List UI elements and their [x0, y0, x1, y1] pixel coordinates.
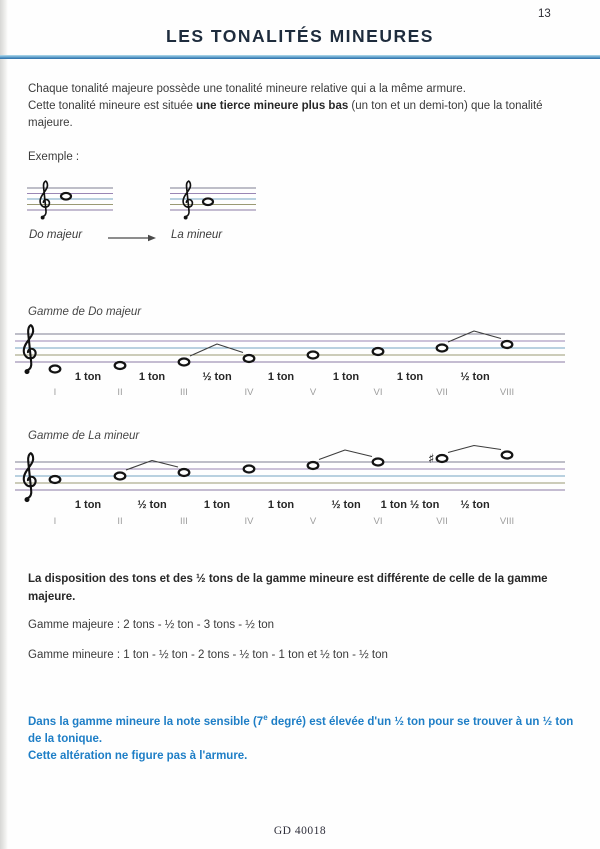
half-step-caret — [190, 344, 243, 356]
note-line-2: de la tonique. — [28, 732, 103, 745]
degree-label: VII — [436, 516, 448, 527]
minor-scale-formula: Gamme mineure : 1 ton - ½ ton - 2 tons - ½ ton - 1 ton et ½ ton - ½ ton — [28, 649, 388, 661]
interval-label: 1 ton — [396, 371, 424, 383]
degree-label: VIII — [499, 387, 515, 398]
note-fa-F5 — [373, 459, 384, 466]
interval-label: ½ ton — [137, 499, 167, 511]
major-degree-labels — [54, 387, 514, 398]
degree-label: V — [309, 516, 317, 527]
degree-label: IV — [244, 516, 254, 527]
note-line1-post: degré) est élevée d'un ½ ton pour se trouver à un ½ ton — [267, 715, 574, 728]
sharp-accidental-icon: ♯ — [428, 452, 435, 467]
note-mi-E5 — [308, 462, 319, 469]
minor-degree-labels — [54, 516, 514, 527]
interval-label: ½ ton — [460, 499, 490, 511]
minor-scale-staff-graphic — [0, 442, 600, 530]
degree-label: I — [53, 516, 57, 527]
intro-line2-post: (un ton et un demi-ton) que la tonalité — [348, 100, 543, 112]
minor-scale-caption: Gamme de La mineur — [28, 430, 140, 442]
note-fa-F4 — [244, 355, 255, 362]
page-number: 13 — [538, 8, 551, 20]
major-scale-caption: Gamme de Do majeur — [28, 306, 142, 318]
note-si-B4 — [437, 345, 448, 352]
degree-label: III — [180, 516, 188, 527]
degree-label: VI — [373, 387, 383, 398]
scan-edge-shadow — [0, 0, 8, 849]
intro-paragraph — [28, 81, 580, 132]
half-step-caret — [448, 331, 501, 342]
note-mi-E4 — [179, 359, 190, 366]
comparison-line-2: majeure. — [28, 591, 76, 603]
degree-label: II — [117, 516, 123, 527]
note-line-3: Cette altération ne figure pas à l'armure. — [28, 749, 248, 762]
note-do-C4 — [50, 366, 61, 373]
interval-label: 1 ton ½ ton — [380, 499, 440, 511]
interval-label: ½ ton — [331, 499, 361, 511]
example-caption-do-majeur: Do majeur — [29, 229, 83, 241]
interval-label: 1 ton — [267, 371, 295, 383]
treble-clef-icon — [24, 453, 36, 502]
edition-number: GD 40018 — [273, 825, 327, 837]
interval-label: 1 ton — [138, 371, 166, 383]
leading-tone-note — [28, 709, 580, 765]
note-sol-G4 — [308, 352, 319, 359]
example-staves-graphic — [24, 178, 264, 230]
interval-label: ½ ton — [460, 371, 490, 383]
example-staff-la-mineur — [170, 181, 256, 219]
note-la-A4 — [50, 476, 61, 483]
right-arrow-icon — [106, 233, 158, 243]
interval-label: 1 ton — [74, 499, 102, 511]
note-line-1 — [28, 709, 580, 731]
treble-clef-icon — [183, 181, 192, 219]
comparison-line-1: La disposition des tons et des ½ tons de la gamme mineure est différente de celle de la gamme — [28, 573, 548, 585]
degree-label: III — [180, 387, 188, 398]
major-interval-labels — [75, 371, 490, 383]
degree-label: II — [117, 387, 123, 398]
note-do-C5 — [61, 193, 71, 200]
degree-label: VI — [373, 516, 383, 527]
degree-label: V — [309, 387, 317, 398]
title-divider-rule — [0, 55, 600, 59]
minor-interval-labels — [75, 499, 490, 511]
intro-line2-bold: une tierce mineure plus bas — [196, 100, 349, 112]
minor-scale-notes — [50, 452, 513, 484]
note-la-A4 — [373, 348, 384, 355]
interval-label: 1 ton — [267, 499, 295, 511]
degree-label: VIII — [499, 516, 515, 527]
staff-lines — [15, 334, 565, 362]
note-line1-pre: Dans la gamme mineure la note sensible (7 — [28, 715, 264, 728]
intro-line2-pre: Cette tonalité mineure est située — [28, 100, 197, 112]
page-title: LES TONALITÉS MINEURES — [166, 26, 434, 46]
major-scale-staff-graphic — [0, 316, 600, 400]
half-step-caret — [448, 446, 501, 453]
intro-line-1: Chaque tonalité majeure possède une tonalité mineure relative qui a la même armure. — [28, 83, 466, 95]
treble-clef-icon — [24, 325, 36, 374]
note-line1-superscript: e — [263, 713, 268, 722]
intro-line-2 — [28, 98, 580, 115]
degree-label: IV — [244, 387, 254, 398]
interval-label: ½ ton — [202, 371, 232, 383]
interval-label: 1 ton — [203, 499, 231, 511]
interval-label: 1 ton — [74, 371, 102, 383]
major-scale-formula: Gamme majeure : 2 tons - ½ ton - 3 tons - ½ ton — [28, 619, 275, 631]
degree-label: I — [53, 387, 57, 398]
example-staff-do-majeur — [27, 181, 113, 219]
comparison-statement — [28, 570, 580, 606]
intro-line-3: majeure. — [28, 117, 73, 129]
note-si-B4 — [115, 473, 126, 480]
example-label: Exemple : — [28, 151, 80, 163]
note-do-C5 — [502, 341, 513, 348]
note-la-A4 — [203, 198, 213, 205]
staff-lines — [15, 462, 565, 490]
note-sol-diese-G5 — [437, 455, 448, 462]
note-la-A5 — [502, 452, 513, 459]
note-re-D5 — [244, 466, 255, 473]
example-caption-la-mineur: La mineur — [171, 229, 223, 241]
interval-label: 1 ton — [332, 371, 360, 383]
treble-clef-icon — [40, 181, 49, 219]
note-do-C5 — [179, 469, 190, 476]
half-step-caret — [319, 450, 372, 460]
degree-label: VII — [436, 387, 448, 398]
major-scale-notes — [50, 341, 513, 373]
note-re-D4 — [115, 362, 126, 369]
